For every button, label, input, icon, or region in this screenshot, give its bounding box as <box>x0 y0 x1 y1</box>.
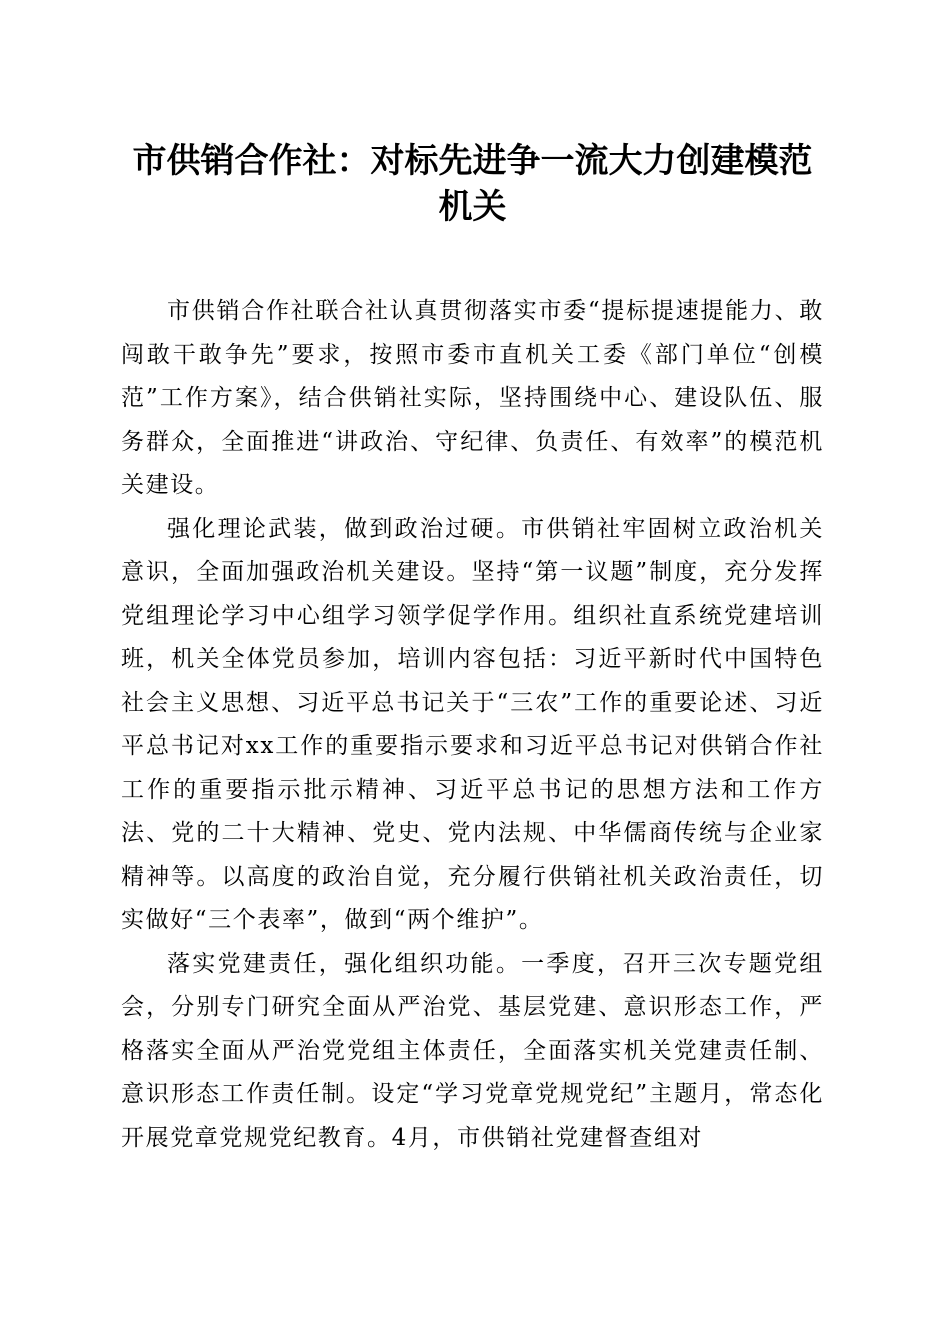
title-line-1: 市供销合作社：对标先进争一流大力创建模范 <box>132 141 813 181</box>
document-body <box>121 290 824 1160</box>
paragraph-party-building: 落实党建责任，强化组织功能。一季度，召开三次专题党组会，分别专门研究全面从严治党、基层党建、意识形态工作，严格落实全面从严治党党组主体责任，全面落实机关党建责任制、意识形态工作责任制。设定“学习党章党规党纪”主题月，常态化开展党章党规党纪教育。4月，市供销社党建督查组对 <box>121 950 824 1151</box>
paragraph-theory: 强化理论武装，做到政治过硬。市供销社牢固树立政治机关意识，全面加强政治机关建设。坚持“第一议题”制度，充分发挥党组理论学习中心组学习领学促学作用。组织社直系统党建培训班，机关全体党员参加，培训内容包括：习近平新时代中国特色社会主义思想、习近平总书记关于“三农”工作的重要论述、习近平总书记对xx工作的重要指示要求和习近平总书记对供销合作社工作的重要指示批示精神、习近平总书记的思想方法和工作方法、党的二十大精神、党史、党内法规、中华儒商传统与企业家精神等。以高度的政治自觉，充分履行供销社机关政治责任，切实做好“三个表率”，做到“两个维护”。 <box>121 515 824 933</box>
paragraph-intro: 市供销合作社联合社认真贯彻落实市委“提标提速提能力、敢闯敢干敢争先”要求，按照市委市直机关工委《部门单位“创模范”工作方案》，结合供销社实际，坚持围绕中心、建设队伍、服务群众，全面推进“讲政治、守纪律、负责任、有效率”的模范机关建设。 <box>121 298 824 498</box>
document-title <box>121 138 824 230</box>
title-line-2: 机关 <box>438 187 507 227</box>
